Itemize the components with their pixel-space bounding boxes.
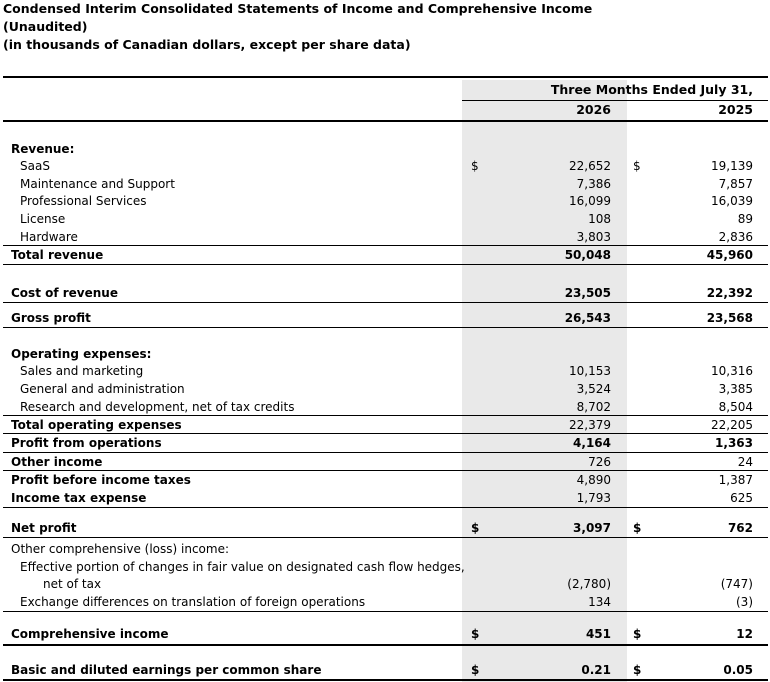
value-current: 726: [588, 455, 611, 469]
value-prior: 1,363: [715, 436, 753, 450]
row-label: SaaS: [20, 159, 50, 173]
bottom-rule: [3, 679, 768, 681]
value-current: 1,793: [576, 491, 611, 505]
row-label: Exchange differences on translation of foreign operations: [20, 595, 366, 609]
row-general-admin: [0, 380, 770, 398]
value-current: 26,543: [564, 311, 611, 325]
statement-units: (in thousands of Canadian dollars, except per share data): [3, 37, 411, 52]
row-label: Effective portion of changes in fair value on designated cash flow hedges,: [20, 560, 465, 574]
row-label: Sales and marketing: [20, 364, 144, 378]
row-label: Other comprehensive (loss) income:: [11, 542, 230, 556]
dollar-sign-prior: $: [633, 159, 641, 173]
row-label: Maintenance and Support: [20, 177, 175, 191]
value-current: 0.21: [581, 663, 611, 677]
value-prior: (747): [720, 577, 753, 591]
statement-title: Condensed Interim Consolidated Statements of Income and Comprehensive Income: [3, 1, 593, 16]
top-rule: [3, 76, 768, 78]
value-prior: 0.05: [723, 663, 753, 677]
row-label: Basic and diluted earnings per common share: [11, 663, 322, 677]
value-prior: 1,387: [718, 473, 753, 487]
row-total-opex: [0, 416, 770, 434]
row-opex-heading: [0, 345, 770, 363]
value-prior: 16,039: [711, 194, 753, 208]
value-prior: 762: [727, 521, 753, 535]
value-prior: 625: [730, 491, 753, 505]
value-prior: (3): [736, 595, 753, 609]
value-current: 3,524: [576, 382, 611, 396]
dollar-sign-prior: $: [633, 521, 642, 535]
row-label: net of tax: [43, 577, 102, 591]
value-prior: 2,836: [718, 230, 753, 244]
dollar-sign-current: $: [471, 663, 480, 677]
value-prior: 3,385: [718, 382, 753, 396]
value-prior: 24: [737, 455, 753, 469]
row-hardware: [0, 228, 770, 246]
row-saas: [0, 157, 770, 175]
row-income-tax: [0, 489, 770, 507]
rule: [3, 611, 768, 612]
value-current: 23,505: [564, 286, 611, 300]
row-professional-services: [0, 192, 770, 210]
value-current: 10,153: [569, 364, 611, 378]
row-profit-before-tax: [0, 471, 770, 489]
row-other-income: [0, 453, 770, 471]
row-label: Profit from operations: [11, 436, 162, 450]
value-prior: 22,205: [711, 418, 753, 432]
row-profit-operations: [0, 434, 770, 452]
value-current: 50,048: [564, 248, 611, 262]
row-label: Professional Services: [20, 194, 147, 208]
value-current: 134: [588, 595, 611, 609]
row-license: [0, 210, 770, 228]
statement-subtitle: (Unaudited): [3, 19, 88, 34]
row-revenue-heading: [0, 140, 770, 158]
current-year-header: 2026: [576, 102, 611, 117]
rule: [3, 302, 768, 303]
row-oci-heading: [0, 540, 770, 558]
row-research-development: [0, 398, 770, 416]
value-prior: 8,504: [718, 400, 753, 414]
row-label: Total revenue: [11, 248, 104, 262]
dollar-sign-current: $: [471, 521, 480, 535]
row-cash-flow-hedges-line1: [0, 558, 770, 576]
value-prior: 45,960: [706, 248, 753, 262]
value-prior: 23,568: [706, 311, 753, 325]
dollar-sign-current: $: [471, 627, 480, 641]
value-prior: 10,316: [711, 364, 753, 378]
row-gross-profit: [0, 309, 770, 327]
value-current: 4,890: [576, 473, 611, 487]
value-current: 4,164: [573, 436, 611, 450]
value-current: 451: [585, 627, 611, 641]
row-cash-flow-hedges-line2: [0, 575, 770, 593]
row-label: Operating expenses:: [11, 347, 152, 361]
rule: [3, 327, 768, 328]
row-label: Net profit: [11, 521, 77, 535]
value-prior: 19,139: [711, 159, 753, 173]
row-comprehensive-income: [0, 625, 770, 643]
dollar-sign-prior: $: [633, 663, 642, 677]
row-net-profit: [0, 519, 770, 537]
value-current: 3,803: [576, 230, 611, 244]
row-label: License: [20, 212, 66, 226]
rule: [3, 537, 768, 538]
value-current: 16,099: [569, 194, 611, 208]
value-current: 7,386: [576, 177, 611, 191]
row-label: Research and development, net of tax credits: [20, 400, 295, 414]
row-cost-of-revenue: [0, 284, 770, 302]
row-sales-marketing: [0, 362, 770, 380]
row-total-revenue: [0, 246, 770, 264]
value-current: (2,780): [567, 577, 611, 591]
value-prior: 7,857: [718, 177, 753, 191]
row-exchange-differences: [0, 593, 770, 611]
row-label: Cost of revenue: [11, 286, 118, 300]
double-rule: [3, 644, 768, 646]
rule: [3, 507, 768, 508]
dollar-sign-current: $: [471, 159, 479, 173]
dollar-sign-prior: $: [633, 627, 642, 641]
value-current: 8,702: [576, 400, 611, 414]
value-prior: 89: [737, 212, 753, 226]
row-label: Gross profit: [11, 311, 91, 325]
value-current: 3,097: [573, 521, 611, 535]
row-label: Profit before income taxes: [11, 473, 191, 487]
row-label: Comprehensive income: [11, 627, 169, 641]
row-label: General and administration: [20, 382, 185, 396]
row-label: Hardware: [20, 230, 78, 244]
prior-year-header: 2025: [718, 102, 753, 117]
header-rule: [3, 120, 768, 122]
row-eps: [0, 661, 770, 679]
value-prior: 22,392: [706, 286, 753, 300]
row-label: Total operating expenses: [11, 418, 182, 432]
value-current: 22,652: [569, 159, 611, 173]
row-label: Revenue:: [11, 142, 75, 156]
row-maintenance: [0, 175, 770, 193]
rule: [3, 264, 768, 265]
value-current: 22,379: [569, 418, 611, 432]
row-label: Other income: [11, 455, 103, 469]
value-prior: 12: [736, 627, 753, 641]
value-current: 108: [588, 212, 611, 226]
row-label: Income tax expense: [11, 491, 147, 505]
period-header: Three Months Ended July 31,: [550, 82, 753, 97]
